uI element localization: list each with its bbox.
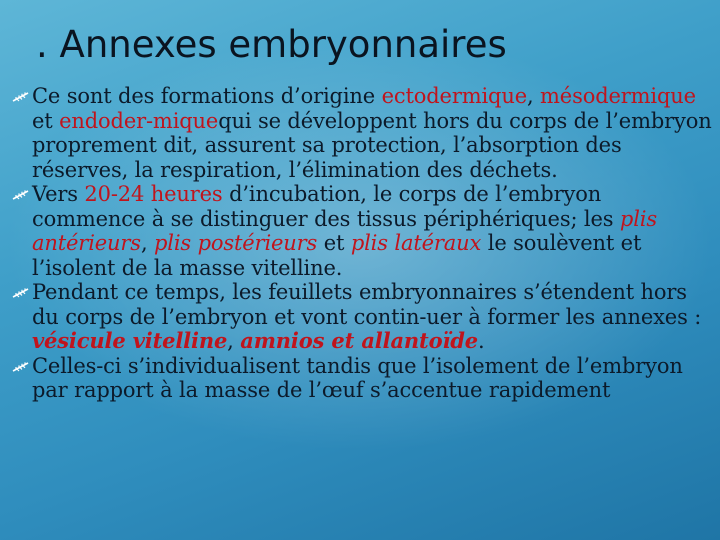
bullet-text: Ce sont des formations d’origine bbox=[32, 84, 382, 108]
bullet-text: Vers bbox=[32, 182, 85, 206]
highlight-term: mésodermique bbox=[540, 84, 696, 108]
feather-bullet-icon bbox=[12, 361, 30, 373]
bullet-text: , bbox=[140, 231, 154, 255]
bullet-text: d’incubation, le corps de l’embryon commence à se distinguer des tissus périphériques; les bbox=[32, 182, 620, 231]
feather-bullet-icon bbox=[12, 91, 30, 103]
slide-title: . Annexes embryonnaires bbox=[36, 23, 507, 66]
bullet-text: , bbox=[526, 84, 541, 108]
highlight-term: ectodermique bbox=[381, 84, 527, 108]
bullet-text: et bbox=[317, 231, 351, 255]
bullet-text: le soulèvent et l’isolent de la masse vitelline. bbox=[32, 231, 642, 280]
feather-bullet-icon bbox=[12, 287, 30, 299]
bullet-text: qui se développent hors du corps de l’embryon proprement dit, assurent sa protection, l’absorption des réserves, la respiration, l’élimination des déchets. bbox=[32, 108, 712, 182]
highlight-term: vésicule vitelline bbox=[32, 328, 228, 353]
feather-bullet-icon bbox=[12, 189, 30, 201]
bullet-item-3 bbox=[12, 280, 716, 354]
highlight-term: latéraux bbox=[394, 231, 482, 255]
bullet-text: Pendant ce temps, les feuillets embryonnaires s’étendent hors du corps de l’embryon et vont contin-uer à former les annexes : bbox=[32, 280, 702, 329]
bullet-item-2 bbox=[12, 182, 716, 280]
bullet-text: et bbox=[32, 108, 60, 133]
highlight-term: 20-24 heures bbox=[84, 182, 223, 206]
highlight-term: amnios bbox=[240, 328, 325, 353]
highlight-term: plis bbox=[350, 231, 388, 255]
bullet-item-4 bbox=[12, 354, 716, 403]
highlight-term: endoder-mique bbox=[59, 108, 219, 133]
highlight-term: plis antérieurs bbox=[32, 206, 657, 255]
highlight-term: plis postérieurs bbox=[154, 231, 318, 255]
bullet-text: et bbox=[324, 328, 362, 353]
bullet-text: . bbox=[478, 329, 485, 353]
highlight-term: allantoïde bbox=[361, 328, 479, 353]
bullet-text: Celles-ci s’individualisent tandis que l’isolement de l’embryon par rapport à la masse de l’œuf s’accentue rapidement bbox=[32, 353, 683, 402]
bullet-item-1 bbox=[12, 84, 716, 182]
bullet-text: , bbox=[227, 329, 241, 353]
bullet-list bbox=[12, 84, 716, 403]
